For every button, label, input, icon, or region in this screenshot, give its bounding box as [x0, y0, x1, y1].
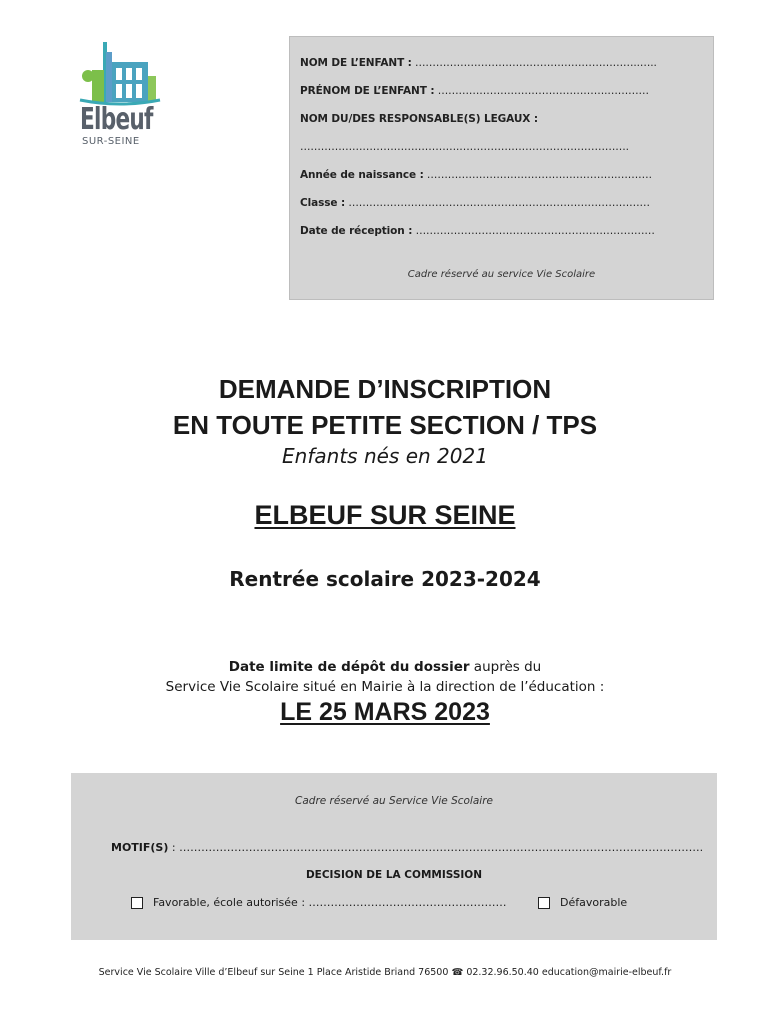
option-favorable[interactable]: Favorable, école autorisée : ………………………………………………: [131, 896, 507, 909]
checkbox-defavorable[interactable]: [538, 897, 550, 909]
reserved-info-box: [289, 36, 714, 300]
commission-box: [71, 773, 717, 940]
deadline-location: Service Vie Scolaire situé en Mairie à la direction de l’éducation :: [165, 679, 605, 695]
footer: Service Vie Scolaire Ville d’Elbeuf sur Seine 1 Place Aristide Briand 76500 ☎ 02.32.96.50.40 education@mairie-elbeuf.fr: [98, 967, 672, 978]
title-line-2: EN TOUTE PETITE SECTION / TPS: [172, 410, 598, 440]
field-birth-year[interactable]: Année de naissance : ……………………………………………….……….: [300, 169, 652, 181]
deadline-intro: Date limite de dépôt du dossier auprès du: [228, 659, 542, 675]
title-subtitle: Enfants nés en 2021: [282, 444, 488, 468]
title-line-1: DEMANDE D’INSCRIPTION: [218, 374, 552, 404]
field-guardians-name[interactable]: NOM DU/DES RESPONSABLE(S) LEGAUX :: [300, 113, 538, 125]
commission-note: Cadre réservé au Service Vie Scolaire: [295, 795, 493, 807]
motif-field[interactable]: MOTIF(S) : …………………………………………………………………………….……………………………………………….: [111, 841, 704, 854]
field-guardians-name-line[interactable]: ……………………………………….………………………………………….: [300, 141, 629, 153]
option-defavorable[interactable]: Défavorable: [538, 896, 627, 909]
school-year: Rentrée scolaire 2023-2024: [229, 567, 541, 591]
field-reception-date[interactable]: Date de réception : ……………………………………………………………: [300, 225, 655, 237]
city-title: ELBEUF SUR SEINE: [254, 500, 516, 530]
telephone-icon: ☎: [451, 967, 464, 978]
checkbox-favorable[interactable]: [131, 897, 143, 909]
decision-heading: DECISION DE LA COMMISSION: [305, 869, 483, 881]
logo-wordmark: Elbeuf: [80, 102, 153, 137]
reserved-note: Cadre réservé au service Vie Scolaire: [407, 269, 596, 280]
field-child-firstname[interactable]: PRÉNOM DE L’ENFANT : ………………………………………….…………: [300, 85, 649, 97]
logo-subtitle: SUR-SEINE: [82, 136, 140, 147]
field-child-name[interactable]: NOM DE L’ENFANT : ………………………………………………………..…..: [300, 57, 657, 69]
deadline-date: LE 25 MARS 2023: [280, 698, 490, 726]
field-class[interactable]: Classe : ……………………………………………………………………………: [300, 197, 650, 209]
